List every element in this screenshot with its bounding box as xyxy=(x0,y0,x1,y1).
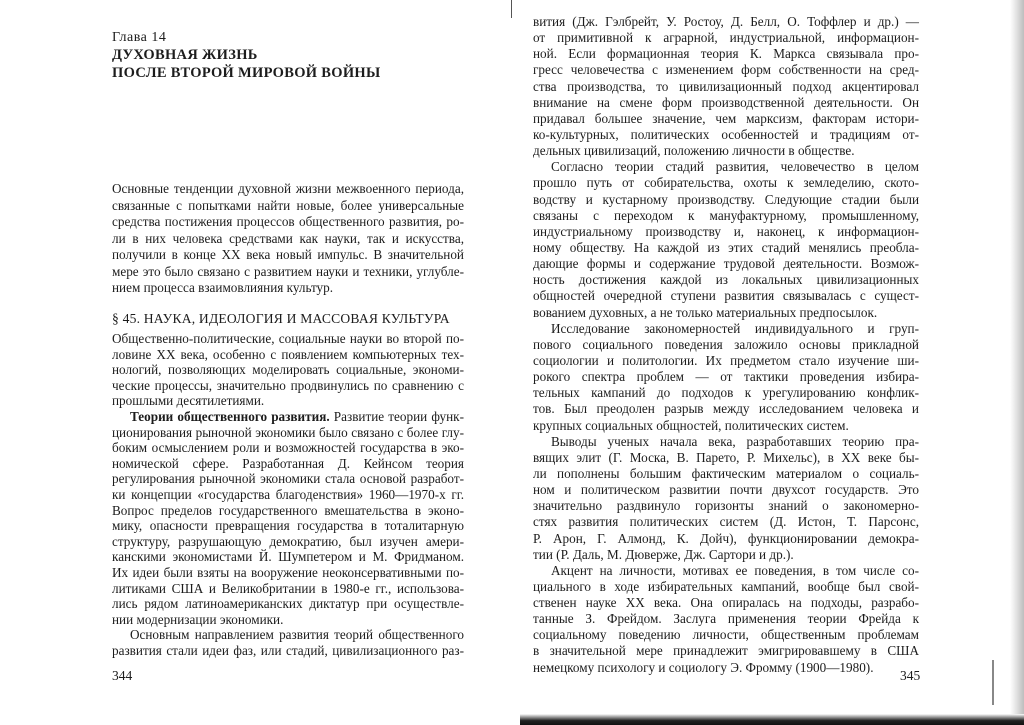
text-line: связаны с переходом к мануфактурному, промышленному, xyxy=(533,207,919,223)
paragraph-text: Развитие теории функ- xyxy=(329,408,464,424)
text-line: ственен науке XX века. Она опиралась на подходы, разрабо- xyxy=(533,595,919,611)
right-body-text xyxy=(533,14,919,676)
text-line: общностей очередной ступени развития связывалась с сущест- xyxy=(533,288,919,304)
text-line: нием процесса взаимовлияния культур. xyxy=(112,280,334,295)
text-line: канскими экономистами Й. Шумпетером и М. Фридманом. xyxy=(112,549,464,565)
chapter-title xyxy=(112,46,381,82)
text-line: внимание на смене форм производственной деятельности. Он xyxy=(533,94,919,110)
text-line: связанные с попытками найти новые, более универсальные xyxy=(112,197,464,213)
text-line: танные З. Фрейдом. Заслуга применения теории Фрейда к xyxy=(533,611,919,627)
text-line: ко-культурных, политических особенностей и традициям от- xyxy=(533,126,919,142)
text-line: стях развития политических систем (Д. Истон, Т. Парсонс, xyxy=(533,514,919,530)
chapter-title-line: ДУХОВНАЯ ЖИЗНЬ xyxy=(112,47,258,63)
text-line: рокого спектра проблем — от тактики проведения избира- xyxy=(533,369,919,385)
text-line: нии модернизации экономики. xyxy=(112,611,284,627)
text-line: Их идеи были взяты на вооружение неоконсервативными по- xyxy=(112,564,464,580)
chapter-title-line: ПОСЛЕ ВТОРОЙ МИРОВОЙ ВОЙНЫ xyxy=(112,65,381,81)
scan-edge-shadow xyxy=(1010,0,1024,725)
text-line: Основным направлением развития теорий общественного xyxy=(130,627,464,643)
text-line: Основные тенденции духовной жизни межвоенного периода, xyxy=(112,181,464,196)
text-line: дающие формы и содержание трудовой деятельности. Возмож- xyxy=(533,256,919,272)
text-line: Р. Арон, Г. Алмонд, К. Дойч), функционировании демокра- xyxy=(533,530,919,546)
page-number-right: 345 xyxy=(900,668,921,683)
chapter-intro xyxy=(112,181,464,297)
scan-artifact xyxy=(992,660,994,705)
text-line: лись рядом латиноамериканских диктатур при осуществле- xyxy=(112,596,464,612)
text-line: мику, опасности превращения государства в тоталитарную xyxy=(112,518,464,534)
text-line: немецкому психологу и социологу Э. Фромму (1900—1980). xyxy=(533,659,874,675)
text-line: тельных кампаний до подходов к урегулированию конфлик- xyxy=(533,385,919,401)
text-line: гресс человечества с изменением форм собственности на сред- xyxy=(533,62,919,78)
text-line: индустриальному производству и, наконец, к информацион- xyxy=(533,223,919,239)
text-line: мере это было связано с развитием науки и техники, углубле- xyxy=(112,263,464,279)
text-line: тов. Был преодолен разрыв между исследованием человека и xyxy=(533,401,919,417)
text-line: значительно раздвинуло горизонты знаний о закономерно- xyxy=(533,498,919,514)
text-line: Согласно теории стадий развития, человечество в целом xyxy=(551,159,919,175)
text-line: прошло путь от собирательства, охоты к земледелию, ското- xyxy=(533,175,919,191)
text-line: вития (Дж. Гэлбрейт, У. Ростоу, Д. Белл, О. Тоффлер и др.) — xyxy=(533,14,919,29)
text-line: социальному поведению личности, общественным проблемам xyxy=(533,627,919,643)
text-line: вованием духовных, а не только материальных предпосылок. xyxy=(533,304,878,320)
text-line: номической сфере. Разработанная Д. Кейнсом теория xyxy=(112,455,464,471)
text-line: регулирования рыночной экономики стала основой разработ- xyxy=(112,471,464,487)
text-line: циального в ходе избирательных кампаний, вообще был свой- xyxy=(533,578,919,594)
text-line: развития стали идеи фаз, или стадий, цивилизационного раз- xyxy=(112,642,464,658)
text-line: Исследование закономерностей индивидуального и груп- xyxy=(551,320,919,336)
scan-bottom-shadow xyxy=(520,714,1024,725)
left-body-text xyxy=(112,331,464,658)
book-gutter xyxy=(511,0,512,18)
text-line: ства производства, то цивилизационный подход акцентировал xyxy=(533,78,919,94)
text-line: водству и кустарному производству. Следующие стадии были xyxy=(533,191,919,207)
text-line: тии (Р. Даль, М. Дюверже, Дж. Сартори и др.). xyxy=(533,546,794,562)
text-line: ки концепции «государства благоденствия» 1960—1970-х гг. xyxy=(112,486,464,502)
text-line: боким осмыслением роли и возможностей государства в эко- xyxy=(112,440,464,456)
text-line: пового социального поведения заложило основы прикладной xyxy=(533,336,919,352)
text-line: от примитивной к аграрной, индустриальной, информацион- xyxy=(533,30,919,46)
right-page xyxy=(512,0,1024,725)
text-line: ческие процессы, значительно продвинулись по сравнению с xyxy=(112,377,464,393)
text-line: ному обществу. На каждой из этих стадий менялись преобла- xyxy=(533,239,919,255)
text-line: ловине XX века, особенно с появлением компьютерных тех- xyxy=(112,346,464,362)
text-line: дельных цивилизаций, положению личности в обществе. xyxy=(533,143,855,159)
page-number-left: 344 xyxy=(112,668,133,683)
text-line xyxy=(112,409,464,425)
text-line: ли в них человека средствами как науки, так и искусства, xyxy=(112,230,464,246)
text-line: в значительной мере принадлежит эмигрировавшему в США xyxy=(533,643,919,659)
chapter-label: Глава 14 xyxy=(112,30,167,45)
text-line: придавал большее значение, чем марксизм, факторам истори- xyxy=(533,110,919,126)
paragraph-lead: Теории общественного развития. xyxy=(130,408,330,424)
text-line: Общественно-политические, социальные науки во второй по- xyxy=(112,331,464,346)
text-line: ность достижения каждой из локальных цивилизационных xyxy=(533,272,919,288)
text-line: Вопрос пределов государственного вмешательства в эконо- xyxy=(112,502,464,518)
text-line: получили в конце XX века новый импульс. В значительной xyxy=(112,247,464,262)
text-line: средства постижения процессов общественного развития, ро- xyxy=(112,214,464,229)
text-line: ционирования рыночной экономики было связано с более глу- xyxy=(112,424,464,440)
text-line: ном и политическом развитии почти двухсот государств. Это xyxy=(533,482,919,498)
text-line: прошлыми десятилетиями. xyxy=(112,393,265,409)
text-line: нологий, позволяющих моделировать социальные, экономи- xyxy=(112,362,464,378)
text-line: Выводы ученых начала века, разработавших теорию пра- xyxy=(551,433,919,449)
text-line: ной. Если формационная теория К. Маркса связывала про- xyxy=(533,46,919,62)
text-line: крупных социальных общностей, политических систем. xyxy=(533,417,849,433)
text-line: ли пополнены большим фактическим материалом о социаль- xyxy=(533,465,919,481)
text-line: литиками США и Великобритании в 1980-е гг., использова- xyxy=(112,580,464,596)
text-line: социологии и политологии. Их предметом стало изучение ши- xyxy=(533,352,919,368)
text-line: Акцент на личности, мотивах ее поведения, в том числе со- xyxy=(551,562,919,578)
text-line: структуру, разрушающую демократию, был изучен амери- xyxy=(112,533,464,549)
section-heading: § 45. НАУКА, ИДЕОЛОГИЯ И МАССОВАЯ КУЛЬТУРА xyxy=(112,311,450,326)
text-line: вящих элит (Г. Моска, В. Парето, Р. Михельс), в XX веке бы- xyxy=(533,449,919,465)
